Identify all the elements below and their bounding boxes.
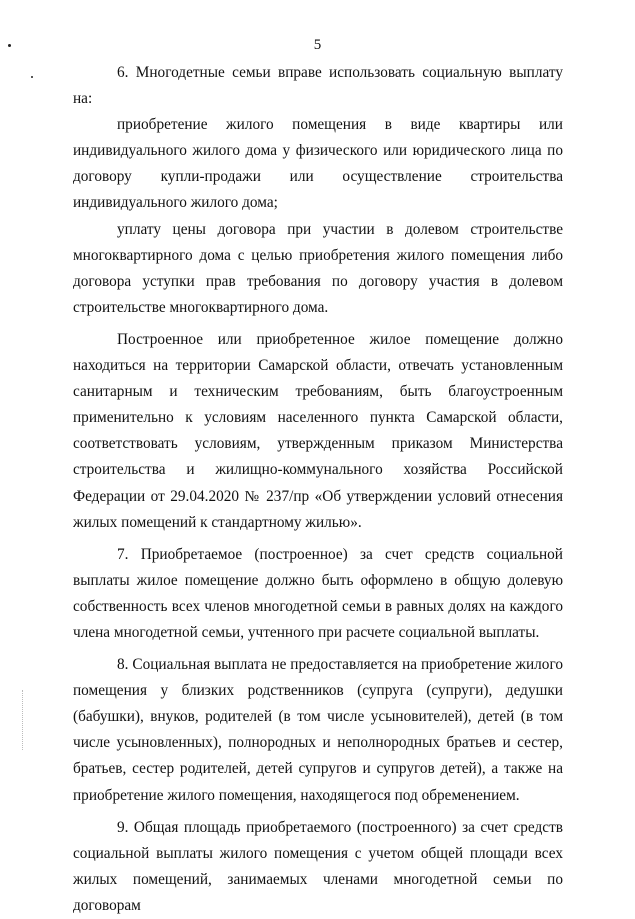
- page-number: 5: [313, 37, 322, 53]
- paragraph-item-6-intro: 6. Многодетные семьи вправе использовать социальную выплату на:: [73, 64, 563, 108]
- scan-speck: [31, 76, 33, 78]
- body-text: [73, 60, 563, 919]
- scan-margin-marks: [22, 690, 24, 750]
- paragraph-item-9: 9. Общая площадь приобретаемого (построенного) за счет средств социальной выплаты жилого помещения с учетом общей площади всех жилых помещений, занимаемых членами многодетной семьи по договорам: [73, 818, 563, 914]
- paragraph-item-8: 8. Социальная выплата не предоставляется на приобретение жилого помещения у близких родственников (супруга (супруги), дедушки (бабушки), внуков, родителей (в том числе усыновителей), детей (в том числе усыновленных), полнородных и неполнородных братьев и сестер, братьев, сестер родителей, детей супругов и супругов детей), а также на приобретение жилого помещения, находящегося под обременением.: [73, 656, 563, 804]
- paragraph-item-7: 7. Приобретаемое (построенное) за счет средств социальной выплаты жилое помещение должно быть оформлено в общую долевую собственность всех членов многодетной семьи в равных долях на каждого члена многодетной семьи, учтенного при расчете социальной выплаты.: [73, 545, 563, 641]
- paragraph-purchase: приобретение жилого помещения в виде квартиры или индивидуального жилого дома у физического или юридического лица по договору купли-продажи или осуществление строительства индивидуального жилого дома;: [73, 116, 563, 212]
- paragraph-location-requirements: Построенное или приобретенное жилое помещение должно находиться на территории Самарской области, отвечать установленным санитарным и техническим требованиям, быть благоустроенным применительно к условиям населенного пункта Самарской области, соответствовать условиям, утвержденным приказом Министерства строительства и жилищно-коммунального хозяйства Российской Федерации от 29.04.2020 № 237/пр «Об утверждении условий отнесения жилых помещений к стандартному жилью».: [73, 330, 563, 531]
- paragraph-shared-construction: уплату цены договора при участии в долевом строительстве многоквартирного дома с целью приобретения жилого помещения либо договора уступки прав требования по договору участия в долевом строительстве многоквартирного дома.: [73, 220, 563, 316]
